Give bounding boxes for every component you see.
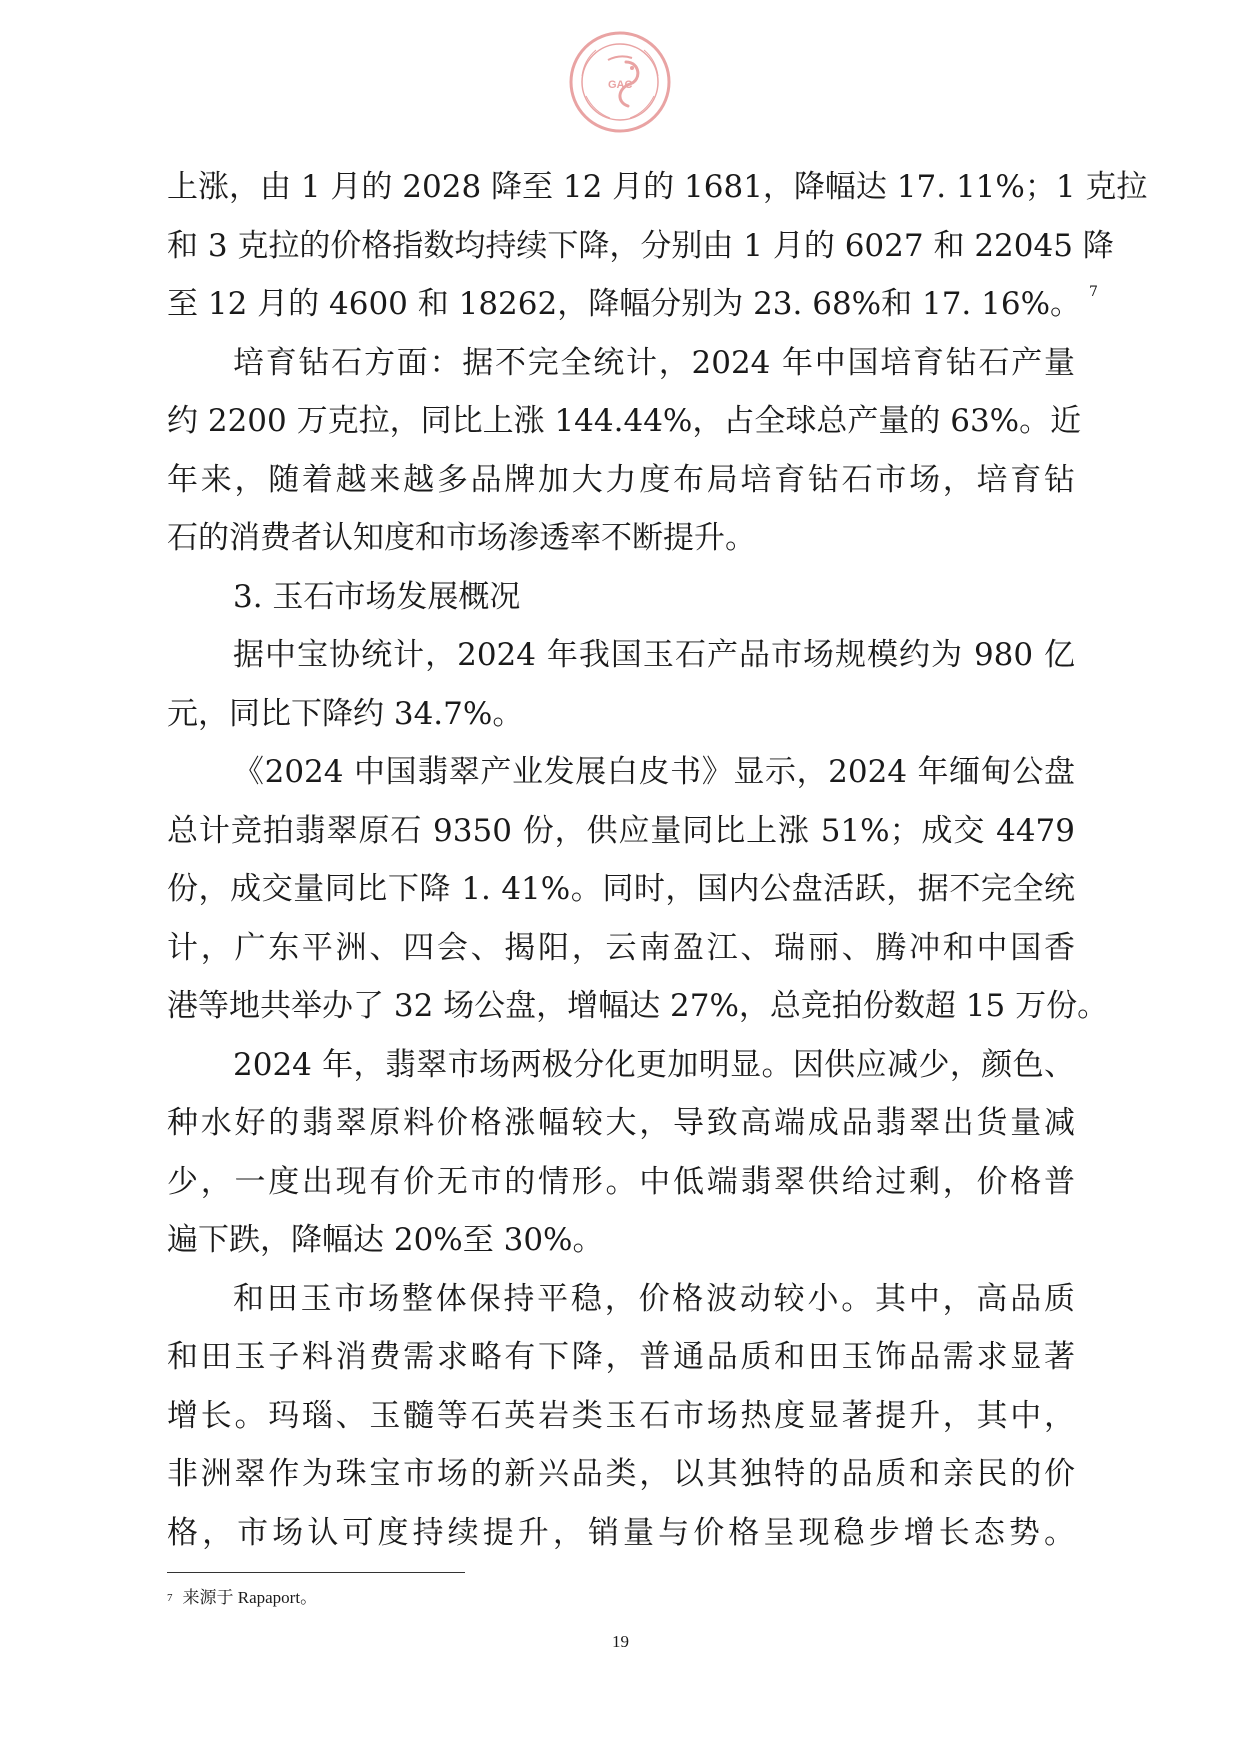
text-line: 种水好的翡翠原料价格涨幅较大，导致高端成品翡翠出货量减	[167, 1105, 1075, 1141]
text-line-with-footnote	[167, 275, 1098, 334]
text-line: 和 3 克拉的价格指数均持续下降，分别由 1 月的 6027 和 22045 降	[167, 227, 1114, 264]
section-heading: 3. 玉石市场发展概况	[233, 578, 521, 615]
text-line: 格，市场认可度持续提升，销量与价格呈现稳步增长态势。	[167, 1514, 1075, 1551]
footnote-text: 来源于 Rapaport。	[182, 1588, 318, 1607]
text-line: 约 2200 万克拉，同比上涨 144.44%，占全球总产量的 63%。近	[167, 403, 1082, 439]
text-line: 少，一度出现有价无市的情形。中低端翡翠供给过剩，价格普	[167, 1163, 1075, 1200]
text-line: 元，同比下降约 34.7%。	[167, 695, 524, 732]
text-line: 石的消费者认知度和市场渗透率不断提升。	[167, 520, 756, 556]
paragraph-start: 2024 年，翡翠市场两极分化更加明显。因供应减少，颜色、	[233, 1046, 1075, 1083]
footnote-divider	[167, 1572, 465, 1573]
footnote	[167, 1587, 317, 1609]
text-line: 份，成交量同比下降 1. 41%。同时，国内公盘活跃，据不完全统	[167, 871, 1075, 907]
page-number: 19	[612, 1632, 629, 1651]
text-line: 增长。玛瑙、玉髓等石英岩类玉石市场热度显著提升，其中，	[167, 1397, 1075, 1434]
text-line: 港等地共举办了 32 场公盘，增幅达 27%，总竞拍份数超 15 万份。	[167, 988, 1109, 1024]
text-line: 上涨，由 1 月的 2028 降至 12 月的 1681，降幅达 17. 11%；1 克拉	[167, 169, 1148, 205]
paragraph-start: 据中宝协统计，2024 年我国玉石产品市场规模约为 980 亿	[233, 637, 1075, 673]
document-body	[167, 158, 1148, 1562]
logo-text: GAC	[608, 79, 633, 91]
text-line: 遍下跌，降幅达 20%至 30%。	[167, 1222, 604, 1258]
paragraph-start: 《2024 中国翡翠产业发展白皮书》显示，2024 年缅甸公盘	[233, 754, 1075, 790]
text-line-content: 至 12 月的 4600 和 18262，降幅分别为 23. 68%和 17. 16%。	[167, 286, 1082, 322]
paragraph-start: 培育钻石方面：据不完全统计，2024 年中国培育钻石产量	[233, 344, 1075, 381]
text-line: 非洲翠作为珠宝市场的新兴品类，以其独特的品质和亲民的价	[167, 1456, 1075, 1492]
gac-logo-seal	[568, 30, 672, 134]
text-line: 总计竞拍翡翠原石 9350 份，供应量同比上涨 51%；成交 4479	[167, 812, 1075, 849]
text-line: 和田玉子料消费需求略有下降，普通品质和田玉饰品需求显著	[167, 1339, 1075, 1375]
text-line: 计，广东平洲、四会、揭阳，云南盈江、瑞丽、腾冲和中国香	[167, 929, 1075, 966]
text-line: 年来，随着越来越多品牌加大力度布局培育钻石市场，培育钻	[167, 461, 1075, 498]
gac-logo-icon	[568, 30, 672, 134]
footnote-number: 7	[167, 1592, 173, 1604]
footnote-reference[interactable]: 7	[1089, 284, 1098, 300]
paragraph-start: 和田玉市场整体保持平稳，价格波动较小。其中，高品质	[233, 1280, 1075, 1317]
